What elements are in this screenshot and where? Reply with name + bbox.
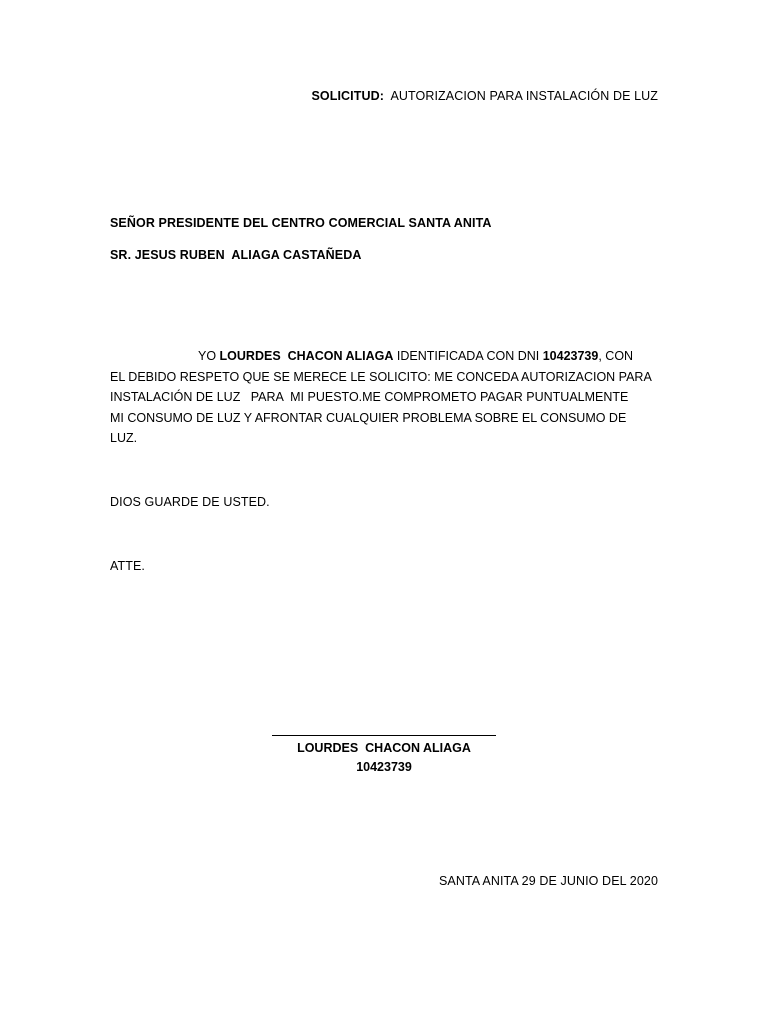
body-suffix: , CON bbox=[598, 349, 634, 363]
closing-greeting: DIOS GUARDE DE USTED. bbox=[110, 495, 270, 509]
addressee-title: SEÑOR PRESIDENTE DEL CENTRO COMERCIAL SANTA ANITA bbox=[110, 216, 492, 230]
subject-text: AUTORIZACION PARA INSTALACIÓN DE LUZ bbox=[384, 89, 658, 103]
request-body bbox=[110, 346, 660, 449]
signature-name: LOURDES CHACON ALIAGA bbox=[297, 741, 471, 755]
signature-line bbox=[272, 735, 496, 736]
body-line-4: MI CONSUMO DE LUZ Y AFRONTAR CUALQUIER PROBLEMA SOBRE EL CONSUMO DE bbox=[110, 410, 627, 425]
signature-dni: 10423739 bbox=[356, 759, 412, 774]
closing-atte: ATTE. bbox=[110, 559, 145, 573]
body-line-2: EL DEBIDO RESPETO QUE SE MERECE LE SOLICITO: ME CONCEDA AUTORIZACION PARA bbox=[110, 369, 652, 384]
body-prefix: YO bbox=[198, 349, 220, 363]
date-line: SANTA ANITA 29 DE JUNIO DEL 2020 bbox=[438, 874, 658, 888]
body-line-3: INSTALACIÓN DE LUZ PARA MI PUESTO.ME COMPROMETO PAGAR PUNTUALMENTE bbox=[110, 390, 629, 404]
applicant-name: LOURDES CHACON ALIAGA bbox=[219, 349, 394, 363]
body-mid: IDENTIFICADA CON DNI bbox=[393, 349, 543, 363]
body-line-5: LUZ. bbox=[110, 431, 138, 445]
addressee-name: SR. JESUS RUBEN ALIAGA CASTAÑEDA bbox=[110, 248, 362, 262]
subject-label: SOLICITUD: bbox=[311, 89, 384, 103]
subject-line bbox=[311, 89, 658, 103]
body-line-1 bbox=[110, 346, 660, 367]
applicant-dni: 10423739 bbox=[542, 349, 599, 363]
signature-block bbox=[272, 739, 496, 776]
